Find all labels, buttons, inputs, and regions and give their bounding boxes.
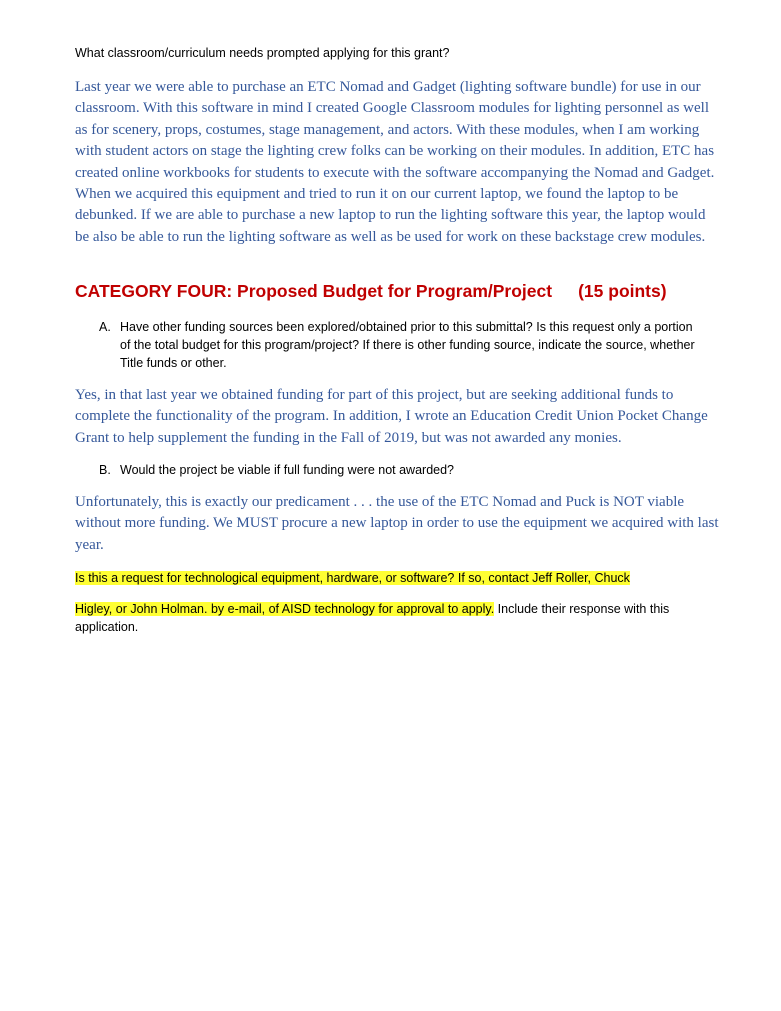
question-b-text: Would the project be viable if full funding were not awarded? bbox=[120, 463, 455, 477]
question-a-marker: A. bbox=[99, 320, 111, 334]
question-b-marker: B. bbox=[99, 463, 111, 477]
tech-note-line2-rest: Include their response with this application. bbox=[75, 602, 670, 634]
tech-note-line1-highlight: Is this a request for technological equipment, hardware, or software? If so, contact Jeff Roller, Chuck bbox=[75, 571, 630, 585]
tech-note-line2 bbox=[75, 600, 715, 636]
category-heading bbox=[75, 281, 667, 302]
tech-note-line2-highlight: Higley, or John Holman. by e-mail, of AISD technology for approval to apply. bbox=[75, 602, 495, 616]
answer-needs: Last year we were able to purchase an ETC Nomad and Gadget (lighting software bundle) for use in our classroom. With this software in mind I created Google Classroom modules for lighting personnel as well as for scenery, props, costumes, stage management, and actors. With these modules, when I am working with student actors on stage the lighting crew folks can be working on their modules. In addition, ETC has created online workbooks for students to execute with the software accompanying the Nomad and Gadget. When we acquired this equipment and tried to run it on our current laptop, we found the laptop to be debunked. If we are able to purchase a new laptop to run the lighting software this year, the laptop would be also be able to run the lighting software as well as be used for work on these backstage crew modules. bbox=[75, 79, 715, 245]
question-b bbox=[99, 461, 699, 479]
answer-b: Unfortunately, this is exactly our predicament . . . the use of the ETC Nomad and Puck is NOT viable without more funding. We MUST procure a new laptop in order to use the equipment we acquired with last year. bbox=[75, 494, 719, 553]
tech-note-line1 bbox=[75, 569, 630, 587]
question-a bbox=[99, 318, 699, 372]
answer-a: Yes, in that last year we obtained funding for part of this project, but are seeking additional funds to complete the functionality of the program. In addition, I wrote an Education Credit Union Pocket Change Grant to help supplement the funding in the Fall of 2019, but was not awarded any monies. bbox=[75, 387, 708, 446]
category-title: CATEGORY FOUR: Proposed Budget for Program/Project bbox=[75, 281, 553, 301]
question-a-text: Have other funding sources been explored/obtained prior to this submittal? Is this request only a portion of the total budget for this program/project? If there is other funding source, indicate the source, whether Title funds or other. bbox=[120, 320, 695, 370]
category-points: (15 points) bbox=[578, 281, 667, 301]
intro-question: What classroom/curriculum needs prompted applying for this grant? bbox=[75, 46, 450, 60]
